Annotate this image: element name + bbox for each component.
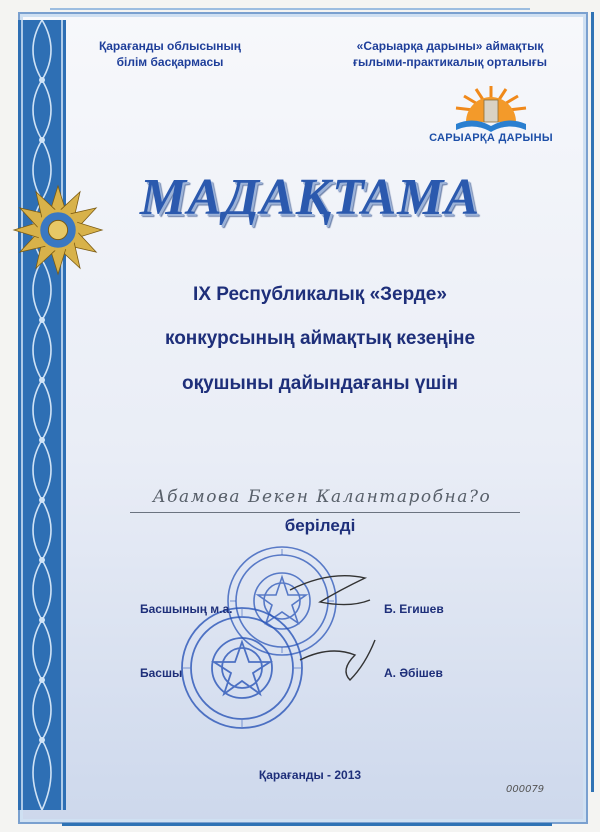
recipient-name: Абамова Бекен Калантаробна?о (152, 487, 492, 507)
recipient-underline (130, 512, 520, 513)
issuer-left-line1: Қарағанды облысының (98, 39, 242, 53)
signatory-1-label: Басшының м.а. (140, 602, 233, 616)
issuer-right (300, 38, 600, 70)
issued-label: беріледі (284, 516, 356, 535)
issuer-right-line1: «Сарыарқа дарыны» аймақтық (356, 39, 544, 53)
body-line-1: IX Республикалық «Зерде» (193, 284, 447, 305)
rosette-ornament-icon (10, 182, 106, 278)
handwritten-signature (280, 560, 400, 690)
issuer-left-line2: білім басқармасы (116, 55, 224, 69)
frame-bottom-border (62, 823, 552, 826)
frame-top-border (50, 8, 530, 10)
place-year: Қарағанды - 2013 (258, 768, 362, 782)
serial-number: 000079 (506, 784, 545, 795)
issuer-right-line2: ғылыми-практикалық орталығы (353, 55, 547, 69)
logo-caption: САРЫАРҚА ДАРЫНЫ (429, 132, 553, 144)
body-line-2: конкурсының аймақтық кезеңіне (164, 328, 476, 349)
signatory-2-label: Басшы (140, 666, 183, 680)
issuer-left (70, 38, 270, 70)
frame-right-border (591, 12, 594, 792)
certificate-title: МАДАҚТАМА (139, 169, 481, 226)
signatory-1-name: Б. Егишев (384, 602, 444, 616)
body-line-3: оқушыны дайындағаны үшін (182, 373, 458, 394)
signatory-2-name: А. Әбішев (384, 666, 443, 680)
ornament-strip (18, 20, 66, 810)
